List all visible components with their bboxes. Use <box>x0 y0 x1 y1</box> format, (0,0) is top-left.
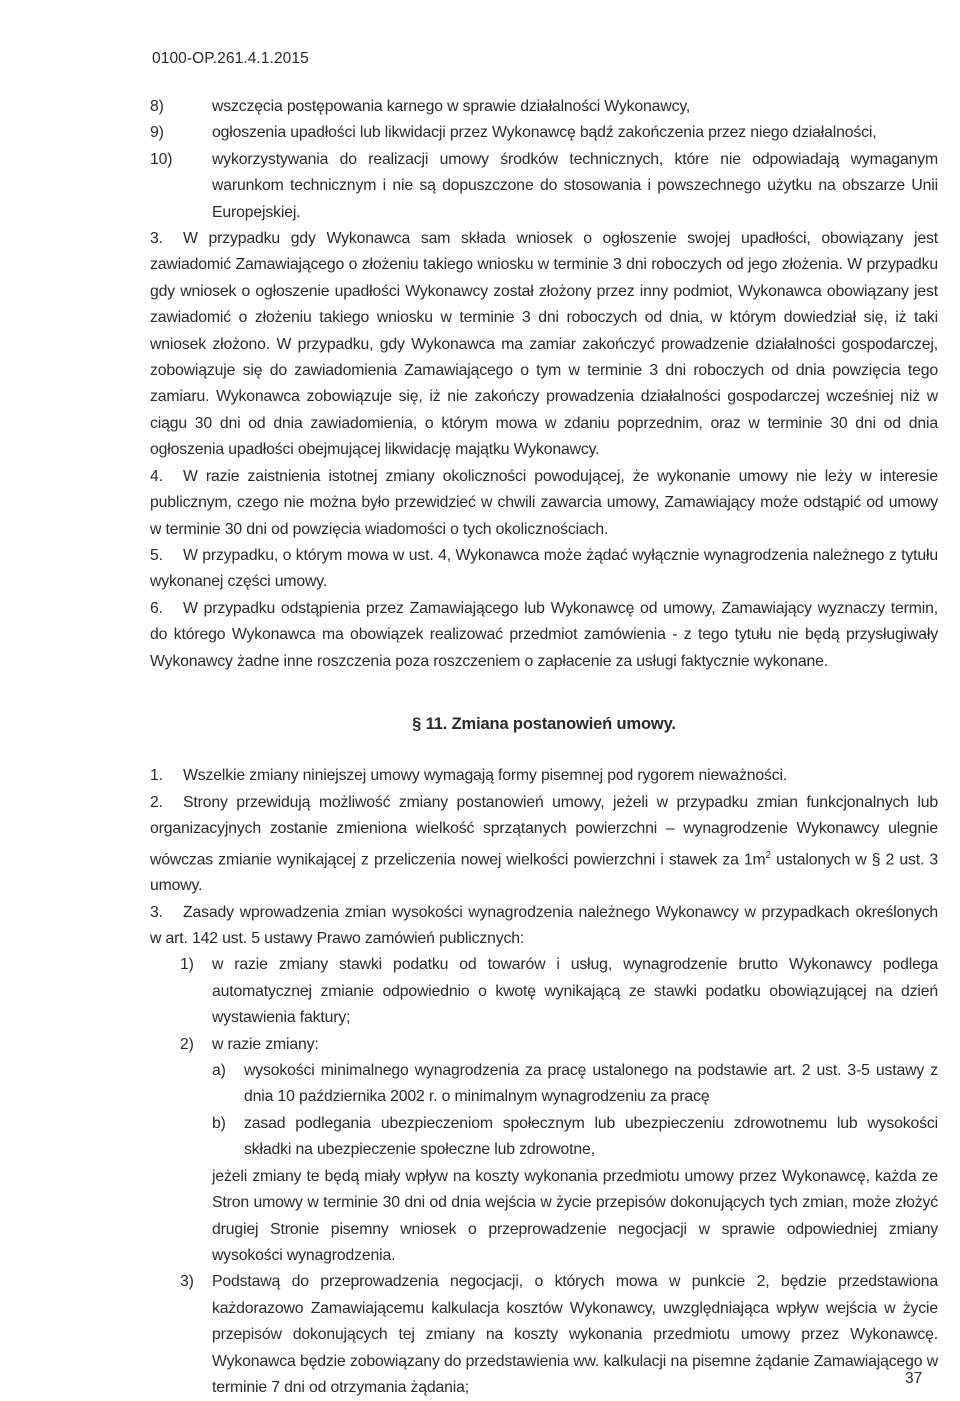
item-number: 8) <box>150 98 164 115</box>
paragraph-text: W przypadku, o którym mowa w ust. 4, Wykonawca może żądać wyłącznie wynagrodzenia należnego z tytułu wykonanej części umowy. <box>150 546 938 591</box>
subitem-2-continuation: jeżeli zmiany te będą miały wpływ na koszty wykonania przedmiotu umowy przez Wykonawcę, każda ze Stron umowy w terminie 30 dni od dnia wejścia w życie przepisów dokonujących tych zmian, może złożyć drugiej Stronie pisemny wniosek o przeprowadzenie negocjacji w sprawie odpowiedniej zmiany wysokości wynagrodzenia. <box>212 1167 938 1264</box>
subitem-letter: a) <box>212 1062 226 1080</box>
paragraph-number: 5. <box>150 546 163 564</box>
subitem-text: w razie zmiany stawki podatku od towarów i usług, wynagrodzenie brutto Wykonawcy podlega automatycznej zmianie odpowiednio o kwotę wynikającą ze stawki podatku obowiązującej na dzień wystawienia faktury; <box>212 956 938 1027</box>
paragraph-6 <box>150 596 938 675</box>
paragraph-text: W przypadku gdy Wykonawca sam składa wniosek o ogłoszenie swojej upadłości, obowiązany jest zawiadomić Zamawiającego o złożeniu takiego wniosku w terminie 3 dni roboczych od jego złożenia. W przypadku gdy wniosek o ogłoszenie upadłości Wykonawcy został złożony przez inny podmiot, Wykonawca obowiązany jest zawiadomić o złożeniu takiego wniosku w terminie 3 dni roboczych od dnia, w którym dowiedział się, iż taki wniosek złożono. W przypadku, gdy Wykonawca ma zamiar zakończyć prowadzenie działalności gospodarczej, zobowiązuje się do zawiadomienia Zamawiającego o tym w terminie 3 dni roboczych od dnia powzięcia tego zamiaru. Wykonawca zobowiązuje się, iż nie zakończy prowadzenia działalności gospodarczej wcześniej niż w ciągu 30 dni od dnia zawiadomienia, o którym mowa w zdaniu poprzednim, oraz w terminie 30 dni od dnia ogłoszenia upadłości obejmującej likwidację majątku Wykonawcy. <box>150 230 938 459</box>
paragraph-text-continued: ustalonych w § 2 ust. 3 umowy. <box>150 850 938 895</box>
item-number: 10) <box>150 150 173 168</box>
subitem-number: 3) <box>180 1273 194 1291</box>
paragraph-4 <box>150 464 938 543</box>
list-item <box>150 94 938 120</box>
paragraph-number: 4. <box>150 467 163 485</box>
subitem-text: wysokości minimalnego wynagrodzenia za pracę ustalonego na podstawie art. 2 ust. 3-5 ustawy z dnia 10 października 2002 r. o minimalnym wynagrodzeniu za pracę <box>244 1062 938 1106</box>
subitem-text: Podstawą do przeprowadzenia negocjacji, o których mowa w punkcie 2, będzie przedstawiona każdorazowo Zamawiającemu kalkulacja kosztów Wykonawcy, uwzględniająca wpływ wejścia w życie przepisów dokonujących tej zmiany na koszty wykonania przedmiotu umowy przez Wykonawcę. Wykonawca będzie zobowiązany do przedstawienia ww. kalkulacji na pisemne żądanie Zamawiającego w terminie 7 dni od otrzymania żądania; <box>212 1273 938 1396</box>
list-item <box>150 120 938 146</box>
subitem-letter: b) <box>212 1114 226 1132</box>
subitem-2a <box>150 1058 938 1111</box>
list-item <box>150 147 938 226</box>
document-number: 0100-OP.261.4.1.2015 <box>152 50 309 67</box>
page-number: 37 <box>905 1370 923 1387</box>
paragraph-number: 1. <box>150 767 163 785</box>
paragraph-number: 6. <box>150 599 163 617</box>
paragraph-text: Strony przewidują możliwość zmiany postanowień umowy, jeżeli w przypadku zmian funkcjonalnych lub organizacyjnych zostanie zmieniona wielkość sprzątanych powierzchni – wynagrodzenie Wykonawcy ulegnie wówczas zmianie wynikającej z przeliczenia nowej wielkości powierzchni i stawek za 1m <box>150 793 938 868</box>
subitem-2b <box>150 1111 938 1164</box>
subitem-text: w razie zmiany: <box>212 1035 319 1053</box>
paragraph-5 <box>150 543 938 596</box>
paragraph-text: Wszelkie zmiany niniejszej umowy wymagają formy pisemnej pod rygorem nieważności. <box>183 767 788 785</box>
document-body <box>150 94 938 1401</box>
item-text: wykorzystywania do realizacji umowy środków technicznych, które nie odpowiadają wymaganym warunkom technicznym i nie są dopuszczone do stosowania i powszechnego użytku na obszarze Unii Europejskiej. <box>212 150 938 221</box>
paragraph-number: 2. <box>150 793 163 811</box>
item-text: ogłoszenia upadłości lub likwidacji przez Wykonawcę bądź zakończenia przez niego działalności, <box>212 124 877 142</box>
subitem-number: 1) <box>180 956 194 974</box>
paragraph-text: W przypadku odstąpienia przez Zamawiającego lub Wykonawcę od umowy, Zamawiający wyznaczy termin, do którego Wykonawca ma obowiązek realizować przedmiot zamówienia - z tego tytułu nie będą przysługiwały Wykonawcy żadne inne roszczenia poza roszczeniem o zapłacenie za usługi faktycznie wykonane. <box>150 599 938 670</box>
item-text: wszczęcia postępowania karnego w sprawie działalności Wykonawcy, <box>212 98 691 115</box>
paragraph-number: 3. <box>150 903 163 921</box>
subitem-1 <box>150 952 938 1031</box>
item-number: 9) <box>150 124 164 142</box>
section-11-paragraph-3 <box>150 900 938 953</box>
section-11-paragraph-1 <box>150 763 938 789</box>
paragraph-3 <box>150 226 938 464</box>
paragraph-number: 3. <box>150 230 163 248</box>
subitem-text: zasad podlegania ubezpieczeniom społecznym lub ubezpieczeniu zdrowotnemu lub wysokości składki na ubezpieczenie społeczne lub zdrowotne, <box>244 1114 938 1159</box>
paragraph-text: W razie zaistnienia istotnej zmiany okoliczności powodującej, że wykonanie umowy nie leży w interesie publicznym, czego nie można było przewidzieć w chwili zawarcia umowy, Zamawiający może odstąpić od umowy w terminie 30 dni od powzięcia wiadomości o tych okolicznościach. <box>150 467 938 538</box>
section-heading: § 11. Zmiana postanowień umowy. <box>412 714 676 733</box>
section-11-paragraph-2 <box>150 790 938 900</box>
subitem-3 <box>150 1269 938 1401</box>
subitem-number: 2) <box>180 1035 194 1053</box>
paragraph-text: Zasady wprowadzenia zmian wysokości wynagrodzenia należnego Wykonawcy w przypadkach określonych w art. 142 ust. 5 ustawy Prawo zamówień publicznych: <box>150 903 938 948</box>
superscript: 2 <box>765 849 771 861</box>
subitem-2 <box>150 1032 938 1058</box>
